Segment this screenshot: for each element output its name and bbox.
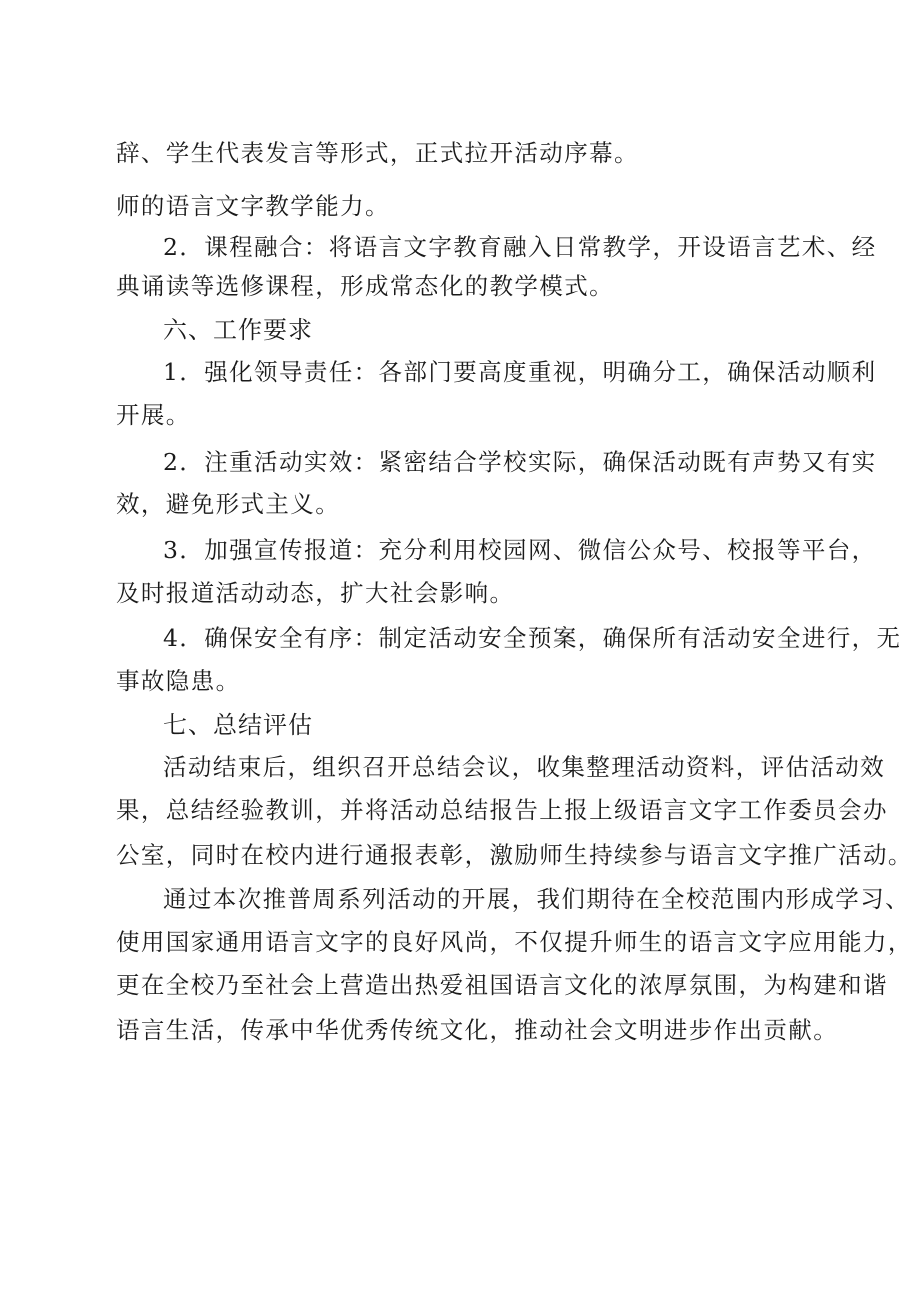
closing-paragraph-line: 更在全校乃至社会上营造出热爱祖国语言文化的浓厚氛围，为构建和谐 <box>116 971 888 999</box>
curriculum-item-line: 典诵读等选修课程，形成常态化的教学模式。 <box>116 272 614 300</box>
section-heading-work-requirements: 六、工作要求 <box>163 316 313 344</box>
requirement-item-line: 4．确保安全有序：制定活动安全预案，确保所有活动安全进行，无 <box>163 624 902 652</box>
requirement-item-line: 3．加强宣传报道：充分利用校园网、微信公众号、校报等平台， <box>163 536 877 564</box>
closing-paragraph-line: 使用国家通用语言文字的良好风尚，不仅提升师生的语言文字应用能力， <box>116 928 913 956</box>
requirement-item-line: 1．强化领导责任：各部门要高度重视，明确分工，确保活动顺利 <box>163 358 877 386</box>
summary-paragraph-line: 活动结束后，组织召开总结会议，收集整理活动资料，评估活动效 <box>163 753 886 781</box>
requirement-item-line: 事故隐患。 <box>116 667 241 695</box>
requirement-item-line: 2．注重活动实效：紧密结合学校实际，确保活动既有声势又有实 <box>163 448 877 476</box>
fragment-line: 辞、学生代表发言等形式，正式拉开活动序幕。 <box>116 139 639 167</box>
requirement-item-line: 开展。 <box>116 401 191 429</box>
fragment-line: 师的语言文字教学能力。 <box>116 192 390 220</box>
summary-paragraph-line: 果，总结经验教训，并将活动总结报告上报上级语言文字工作委员会办 <box>116 796 888 824</box>
requirement-item-line: 及时报道活动动态，扩大社会影响。 <box>116 579 515 607</box>
closing-paragraph-line: 通过本次推普周系列活动的开展，我们期待在全校范围内形成学习、 <box>163 885 910 913</box>
requirement-item-line: 效，避免形式主义。 <box>116 490 341 518</box>
closing-paragraph-line: 语言生活，传承中华优秀传统文化，推动社会文明进步作出贡献。 <box>116 1016 839 1044</box>
summary-paragraph-line: 公室，同时在校内进行通报表彰，激励师生持续参与语言文字推广活动。 <box>116 841 913 869</box>
section-heading-summary-evaluation: 七、总结评估 <box>163 711 313 739</box>
curriculum-item-line: 2．课程融合：将语言文字教育融入日常教学，开设语言艺术、经 <box>163 233 877 261</box>
